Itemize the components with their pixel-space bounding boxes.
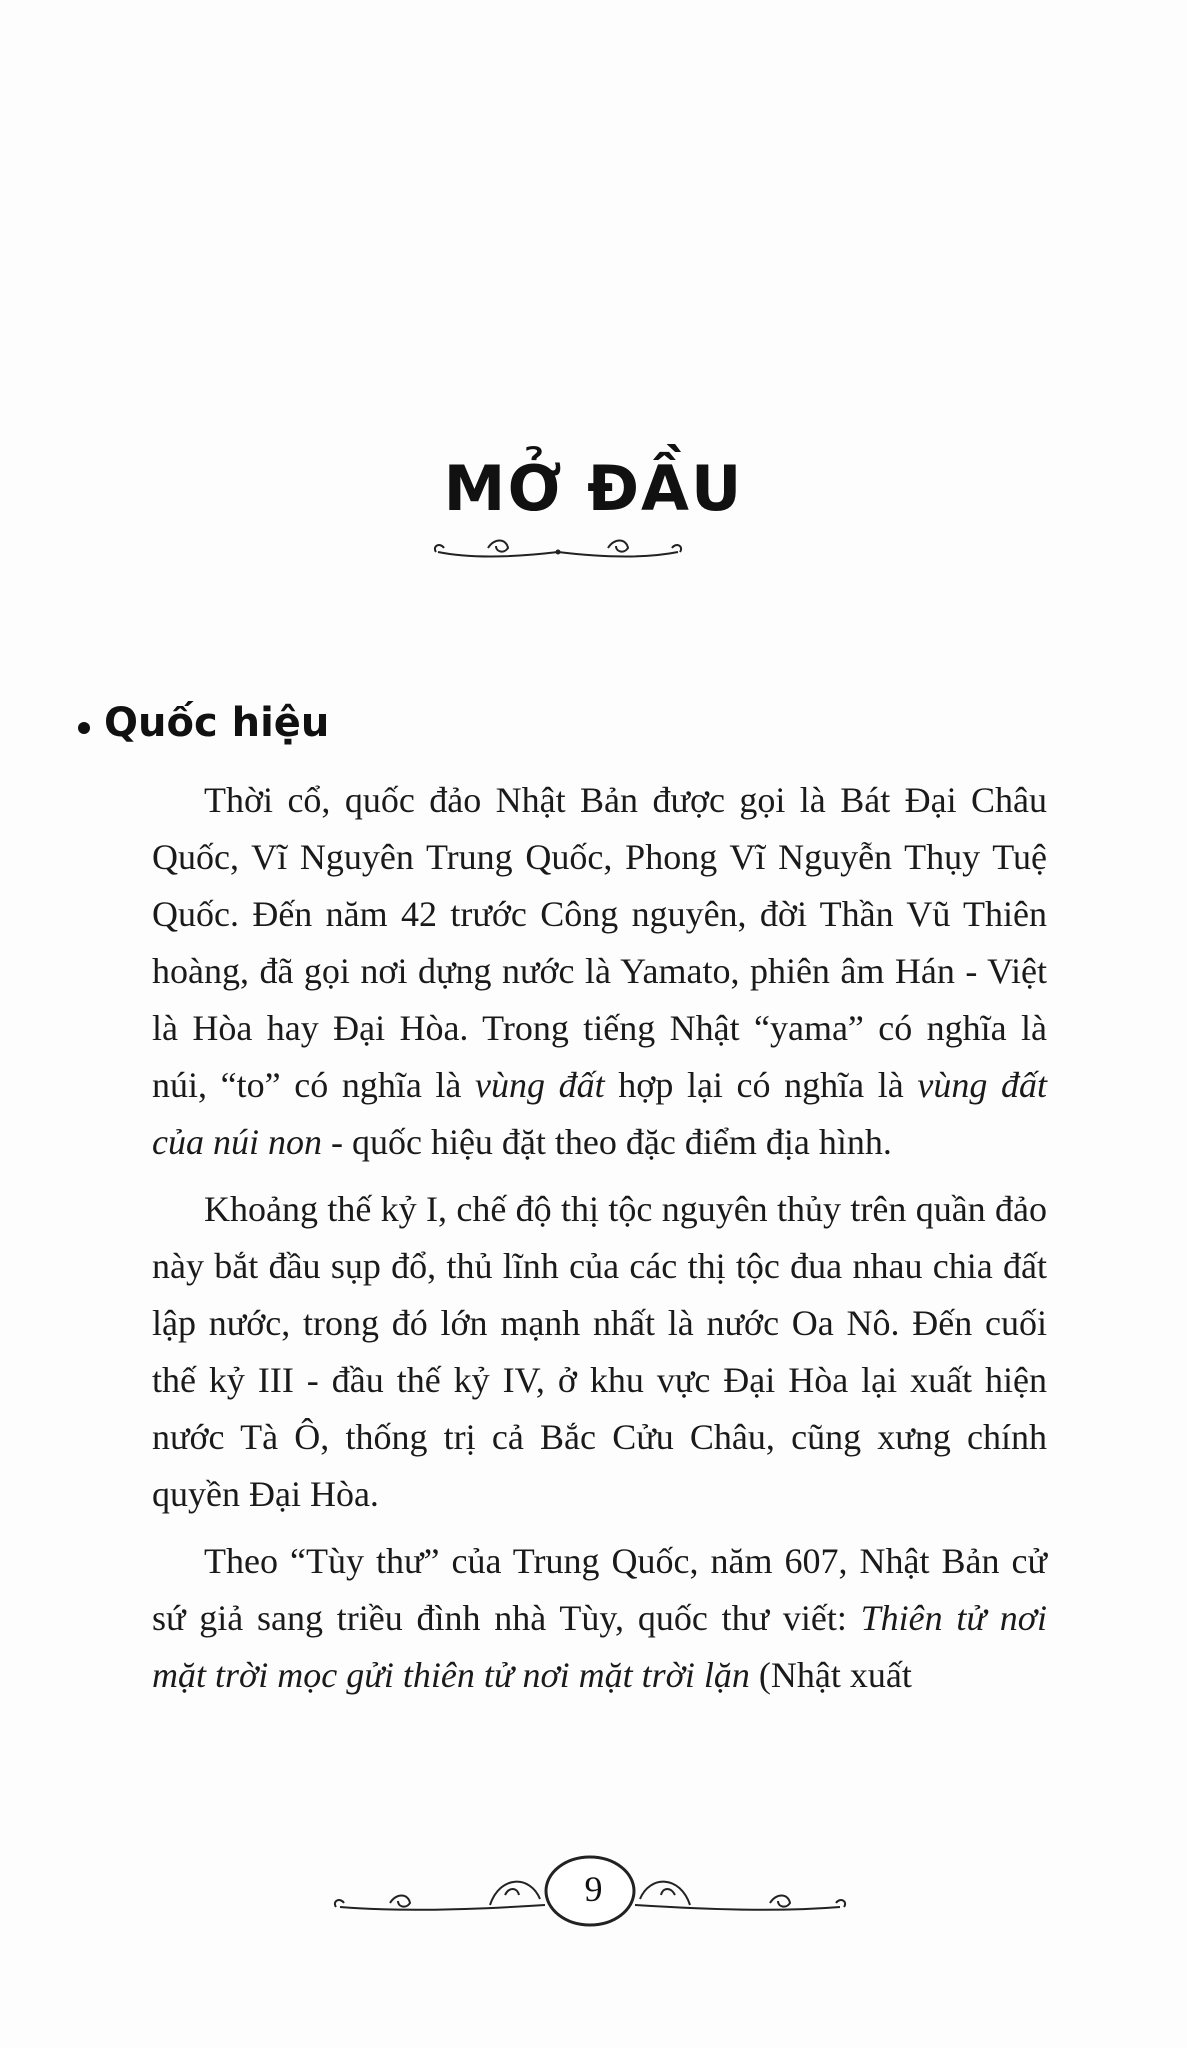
paragraph-text: Thời cổ, quốc đảo Nhật Bản được gọi là Bát Đại Châu Quốc, Vĩ Nguyên Trung Quốc, Phong Vĩ Nguyễn Thụy Tuệ Quốc. Đến năm 42 trước Công nguyên, đời Thần Vũ Thiên hoàng, đã gọi nơi dựng nước là Yamato, phiên âm Hán - Việt là Hòa hay Đại Hòa. Trong tiếng Nhật “yama” có nghĩa là núi, “to” có nghĩa là	[152, 780, 1047, 1105]
section-heading	[78, 700, 329, 746]
title-ornament-icon	[428, 528, 688, 568]
paragraph-text: Theo “Tùy thư” của Trung Quốc, năm 607, Nhật Bản cử sứ giả sang triều đình nhà Tùy, quốc thư viết:	[152, 1541, 1047, 1638]
paragraph-italic-text: Thiên tử nơi mặt trời mọc gửi thiên tử nơi mặt trời lặn	[152, 1598, 1047, 1695]
paragraph-text: (Nhật xuất	[749, 1655, 912, 1695]
paragraph	[152, 1533, 1047, 1704]
paragraph	[152, 1181, 1047, 1523]
page-number: 9	[584, 1869, 603, 1909]
paragraph-text: Khoảng thế kỷ I, chế độ thị tộc nguyên thủy trên quần đảo này bắt đầu sụp đổ, thủ lĩnh của các thị tộc đua nhau chia đất lập nước, trong đó lớn mạnh nhất là nước Oa Nô. Đến cuối thế kỷ III - đầu thế kỷ IV, ở khu vực Đại Hòa lại xuất hiện nước Tà Ô, thống trị cả Bắc Cửu Châu, cũng xưng chính quyền Đại Hòa.	[152, 1189, 1047, 1514]
bullet-icon	[78, 722, 90, 734]
section-heading-text: Quốc hiệu	[104, 700, 330, 746]
paragraph-italic-text: vùng đất của núi non	[152, 1065, 1047, 1162]
paragraph	[152, 772, 1047, 1171]
paragraph-italic-text: vùng đất	[475, 1065, 605, 1105]
chapter-title: MỞ ĐẦU	[443, 452, 744, 525]
body-text	[152, 772, 1047, 1714]
paragraph-text: hợp lại có nghĩa là	[604, 1065, 918, 1105]
paragraph-text: - quốc hiệu đặt theo đặc điểm địa hình.	[321, 1122, 892, 1162]
